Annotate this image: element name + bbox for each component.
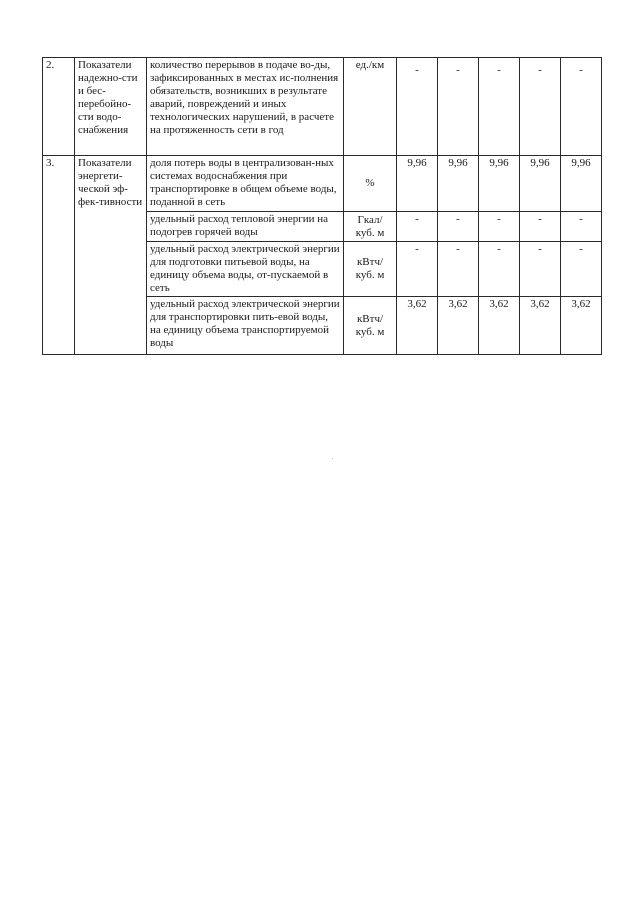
indicator-group: Показатели энергети-ческой эф-фек-тивности <box>75 156 147 355</box>
scan-speck <box>332 458 333 459</box>
value-cell: - <box>520 212 561 242</box>
value-cell: 3,62 <box>561 297 602 355</box>
unit-cell: кВтч/ куб. м <box>344 297 397 355</box>
value-cell: - <box>561 242 602 297</box>
unit-cell: ед./км <box>344 58 397 156</box>
indicators-table <box>42 57 602 355</box>
table-row <box>43 156 602 212</box>
indicator-description: удельный расход электрической энергии для подготовки питьевой воды, на единицу объема воды, от-пускаемой в сеть <box>147 242 344 297</box>
value-cell: - <box>438 58 479 156</box>
indicator-description: удельный расход тепловой энергии на подогрев горячей воды <box>147 212 344 242</box>
value-cell: - <box>479 212 520 242</box>
value-cell: 9,96 <box>561 156 602 212</box>
indicator-description: количество перерывов в подаче во-ды, зафиксированных в местах ис-полнения обязательств, возникших в результате аварий, повреждений и иных технологических нарушений, в расчете на протяженность сети в год <box>147 58 344 156</box>
value-cell: - <box>479 58 520 156</box>
unit-cell: % <box>344 156 397 212</box>
value-cell: - <box>561 58 602 156</box>
value-cell: 3,62 <box>397 297 438 355</box>
value-cell: - <box>397 212 438 242</box>
value-cell: 3,62 <box>438 297 479 355</box>
value-cell: - <box>397 58 438 156</box>
value-cell: 9,96 <box>397 156 438 212</box>
value-cell: - <box>479 242 520 297</box>
value-cell: - <box>397 242 438 297</box>
row-number: 3. <box>43 156 75 355</box>
indicator-description: доля потерь воды в централизован-ных системах водоснабжения при транспортировке в общем объеме воды, поданной в сеть <box>147 156 344 212</box>
value-cell: - <box>520 242 561 297</box>
value-cell: - <box>438 212 479 242</box>
indicator-description: удельный расход электрической энергии для транспортировки пить-евой воды, на единицу объема транспортируемой воды <box>147 297 344 355</box>
value-cell: 9,96 <box>479 156 520 212</box>
table-row <box>43 58 602 156</box>
value-cell: - <box>438 242 479 297</box>
value-cell: 9,96 <box>438 156 479 212</box>
unit-cell: кВтч/ куб. м <box>344 242 397 297</box>
row-number: 2. <box>43 58 75 156</box>
value-cell: 3,62 <box>520 297 561 355</box>
value-cell: 9,96 <box>520 156 561 212</box>
value-cell: 3,62 <box>479 297 520 355</box>
indicator-group: Показатели надежно-сти и бес-перебойно-сти водо-снабжения <box>75 58 147 156</box>
value-cell: - <box>561 212 602 242</box>
unit-cell: Гкал/ куб. м <box>344 212 397 242</box>
value-cell: - <box>520 58 561 156</box>
